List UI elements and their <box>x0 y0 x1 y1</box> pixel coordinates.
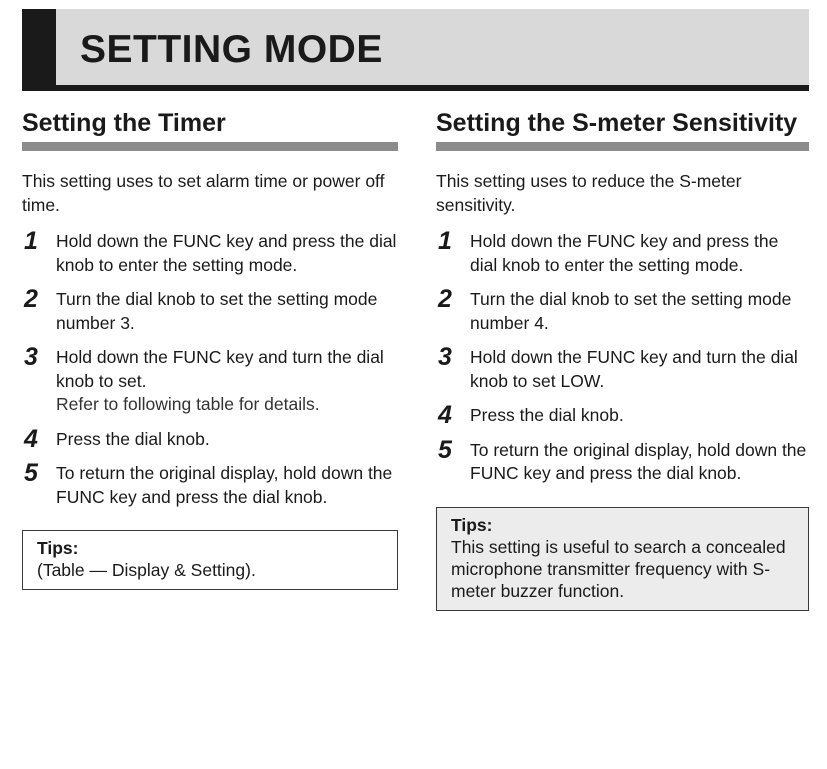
tips-title: Tips: <box>37 538 79 558</box>
step-text: Hold down the FUNC key and turn the dial knob to set LOW. <box>470 347 798 391</box>
step-text: Turn the dial knob to set the setting mode number 3. <box>56 289 378 333</box>
step-2 <box>436 285 809 335</box>
step-list <box>22 227 398 509</box>
step-number: 3 <box>438 343 452 371</box>
section-s-meter <box>436 110 809 611</box>
heading-bar <box>436 142 809 151</box>
step-number: 4 <box>24 424 38 453</box>
step-1 <box>22 227 398 277</box>
step-5 <box>436 435 809 486</box>
step-3 <box>22 343 398 417</box>
step-number: 2 <box>24 285 38 313</box>
intro-text: This setting uses to reduce the S-meter sensitivity. <box>436 171 742 215</box>
step-number: 5 <box>24 459 38 487</box>
section-heading-timer: Setting the Timer <box>22 109 226 137</box>
step-text: Press the dial knob. <box>470 405 624 425</box>
step-3 <box>436 343 809 393</box>
tips-box <box>22 530 398 590</box>
step-text: Hold down the FUNC key and turn the dial knob to set. <box>56 347 384 391</box>
step-number: 4 <box>438 401 452 429</box>
step-note: Refer to following table for details. <box>56 394 320 414</box>
step-text: To return the original display, hold down the FUNC key and press the dial knob. <box>56 463 393 507</box>
intro-text: This setting uses to set alarm time or power off time. <box>22 171 385 215</box>
step-number: 1 <box>438 227 452 255</box>
step-5 <box>22 459 398 509</box>
step-1 <box>436 227 809 277</box>
step-text: Hold down the FUNC key and press the dial knob to enter the setting mode. <box>470 231 779 275</box>
step-text: Turn the dial knob to set the setting mode number 4. <box>470 289 792 333</box>
step-text: Hold down the FUNC key and press the dial knob to enter the setting mode. <box>56 231 397 275</box>
tips-text: This setting is useful to search a concealed microphone transmitter frequency with S-meter buzzer function. <box>451 536 786 601</box>
heading-bar <box>22 142 398 151</box>
step-text: To return the original display, hold down the FUNC key and press the dial knob. <box>470 439 807 483</box>
step-2 <box>22 285 398 335</box>
step-number: 1 <box>24 227 38 255</box>
section-heading-s-meter: Setting the S-meter Sensitivity <box>436 109 798 137</box>
header-rule <box>22 85 809 91</box>
page-title: SETTING MODE <box>80 28 383 71</box>
step-number: 5 <box>438 435 452 464</box>
tips-box <box>436 507 809 611</box>
step-text: Press the dial knob. <box>56 428 210 449</box>
step-4 <box>22 424 398 453</box>
step-4 <box>436 401 809 429</box>
tips-text: (Table — Display & Setting). <box>37 560 256 580</box>
section-timer <box>22 110 398 590</box>
step-number: 2 <box>438 285 452 313</box>
tips-title: Tips: <box>451 514 493 535</box>
header-accent-block <box>22 9 56 91</box>
step-list <box>436 227 809 486</box>
page-header <box>22 9 809 91</box>
step-number: 3 <box>24 343 38 371</box>
